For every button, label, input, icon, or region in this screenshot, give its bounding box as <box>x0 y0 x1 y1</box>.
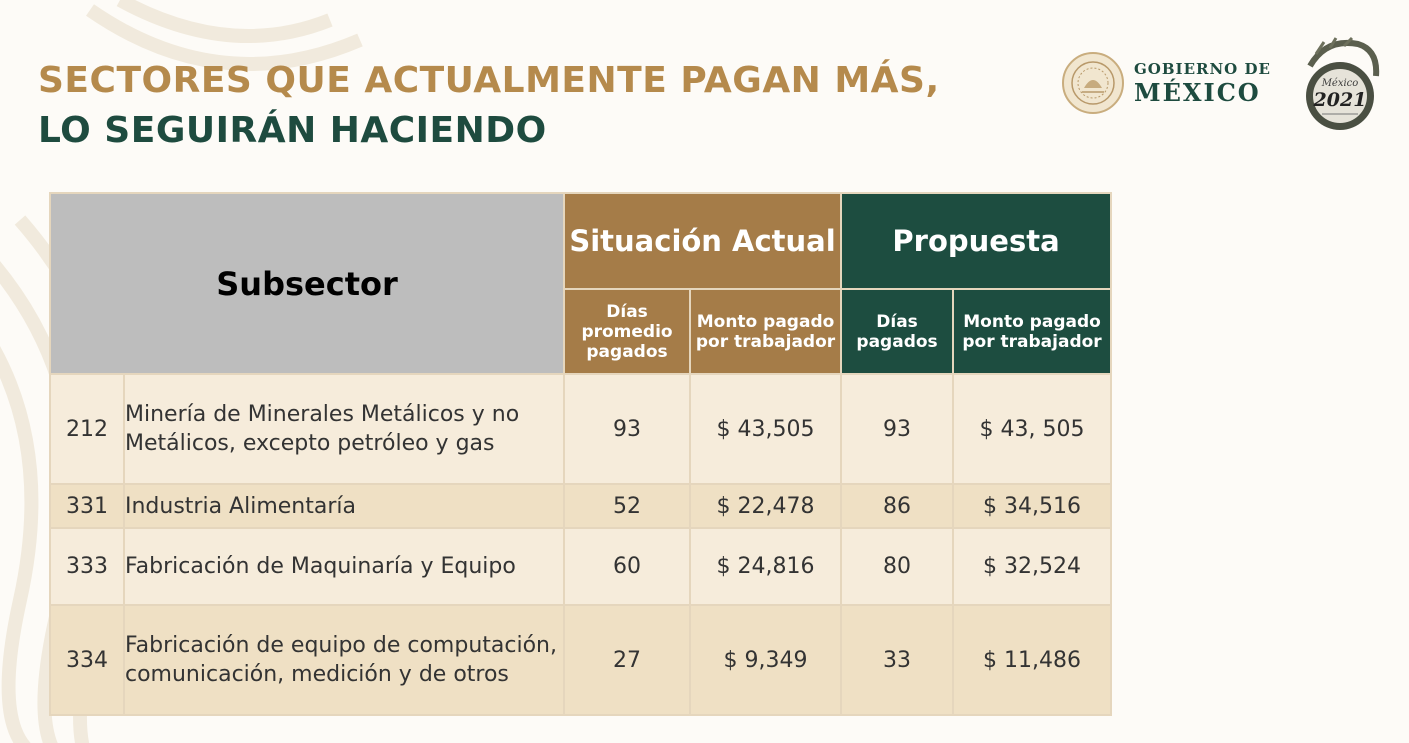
table-row <box>50 374 1111 484</box>
subsector-comparison-table <box>49 192 1112 716</box>
title-line-1: SECTORES QUE ACTUALMENTE PAGAN MÁS, <box>38 60 940 101</box>
page-title <box>38 56 940 156</box>
header-proposal-amount: Monto pagado por trabajador <box>953 289 1111 374</box>
cell-proposal-days: 80 <box>841 528 953 605</box>
cell-actual-amount: $ 43,505 <box>690 374 841 484</box>
cell-proposal-days: 93 <box>841 374 953 484</box>
cell-proposal-amount: $ 43, 505 <box>953 374 1111 484</box>
cell-actual-days: 60 <box>564 528 690 605</box>
cell-subsector-name: Minería de Minerales Metálicos y no Metálicos, excepto petróleo y gas <box>124 374 564 484</box>
header-subsector: Subsector <box>50 193 564 374</box>
cell-actual-days: 93 <box>564 374 690 484</box>
cell-proposal-amount: $ 32,524 <box>953 528 1111 605</box>
national-seal-icon <box>1062 52 1124 114</box>
mexico-2021-emblem <box>1296 36 1384 134</box>
cell-code: 333 <box>50 528 124 605</box>
emblem-country-text: México <box>1321 78 1359 89</box>
header-propuesta: Propuesta <box>841 193 1111 289</box>
table-row <box>50 528 1111 605</box>
cell-subsector-name: Fabricación de equipo de computación, comunicación, medición y de otros <box>124 605 564 715</box>
logo-text-gobierno-de: GOBIERNO DE <box>1134 59 1271 78</box>
cell-proposal-amount: $ 34,516 <box>953 484 1111 528</box>
cell-actual-amount: $ 24,816 <box>690 528 841 605</box>
table-row <box>50 484 1111 528</box>
emblem-year-text: 2021 <box>1313 89 1367 111</box>
cell-subsector-name: Industria Alimentaría <box>124 484 564 528</box>
header-actual-days: Días promedio pagados <box>564 289 690 374</box>
cell-actual-amount: $ 22,478 <box>690 484 841 528</box>
cell-code: 212 <box>50 374 124 484</box>
cell-actual-days: 52 <box>564 484 690 528</box>
gobierno-de-mexico-logo <box>1062 52 1271 114</box>
header-proposal-days: Días pagados <box>841 289 953 374</box>
logo-text-mexico: MÉXICO <box>1134 77 1261 107</box>
cell-subsector-name: Fabricación de Maquinaría y Equipo <box>124 528 564 605</box>
cell-actual-days: 27 <box>564 605 690 715</box>
table-row <box>50 605 1111 715</box>
cell-actual-amount: $ 9,349 <box>690 605 841 715</box>
cell-code: 331 <box>50 484 124 528</box>
cell-code: 334 <box>50 605 124 715</box>
cell-proposal-amount: $ 11,486 <box>953 605 1111 715</box>
header-situacion-actual: Situación Actual <box>564 193 841 289</box>
cell-proposal-days: 86 <box>841 484 953 528</box>
cell-proposal-days: 33 <box>841 605 953 715</box>
header-actual-amount: Monto pagado por trabajador <box>690 289 841 374</box>
title-line-2: LO SEGUIRÁN HACIENDO <box>38 110 547 151</box>
